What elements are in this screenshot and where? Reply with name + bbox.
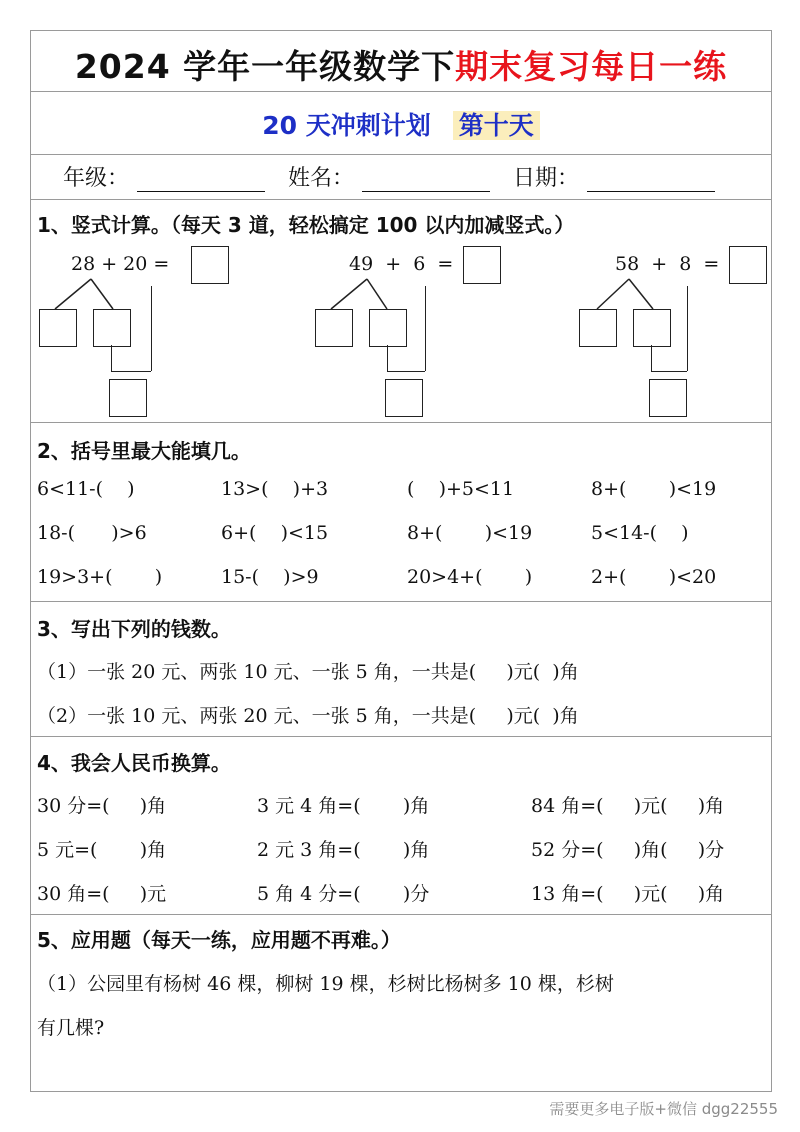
compare-item: 18-( )>6	[37, 522, 147, 544]
grade-label: 年级：	[63, 166, 130, 191]
compare-item: 15-( )>9	[221, 566, 319, 588]
compare-item: 8+( )<19	[407, 522, 533, 544]
convert-item: 5 元=( )角	[37, 839, 167, 861]
split-box[interactable]	[633, 309, 671, 347]
date-label: 日期：	[513, 166, 580, 191]
compare-item: 6<11-( )	[37, 478, 135, 500]
title-black: 2024 学年一年级数学下	[74, 47, 456, 86]
compare-item: 19>3+( )	[37, 566, 163, 588]
convert-item: 30 角=( )元	[37, 883, 167, 905]
word-problem-line: （1）公园里有杨树 46 棵，柳树 19 棵，杉树比杨树多 10 棵，杉树	[37, 973, 614, 995]
split-box[interactable]	[579, 309, 617, 347]
word-problem-line: 有几棵?	[37, 1017, 105, 1039]
compare-item: 5<14-( )	[591, 522, 689, 544]
section1-title: 1、竖式计算。（每天 3 道，轻松搞定 100 以内加减竖式。）	[37, 213, 575, 237]
compare-item: ( )+5<11	[407, 478, 515, 500]
section5-title: 5、应用题（每天一练，应用题不再难。）	[37, 928, 401, 952]
problem-3: 58 + 8 =	[615, 253, 720, 275]
convert-item: 30 分=( )角	[37, 795, 167, 817]
divider	[31, 736, 771, 737]
connector	[651, 345, 652, 371]
compare-item: 13>( )+3	[221, 478, 329, 500]
title-red: 期末复习每日一练	[455, 47, 728, 86]
convert-item: 3 元 4 角=( )角	[257, 795, 430, 817]
divider	[31, 422, 771, 423]
convert-item: 52 分=( )角( )分	[531, 839, 725, 861]
day-label: 第十天	[453, 111, 540, 140]
compare-item: 8+( )<19	[591, 478, 717, 500]
worksheet-frame	[30, 30, 772, 1092]
divider	[31, 601, 771, 602]
section4-title: 4、我会人民币换算。	[37, 751, 231, 775]
section2-title: 2、括号里最大能填几。	[37, 439, 251, 463]
section3-title: 3、写出下列的钱数。	[37, 617, 231, 641]
convert-item: 13 角=( )元( )角	[531, 883, 725, 905]
connector	[651, 371, 687, 372]
name-label: 姓名：	[288, 166, 355, 191]
compare-item: 6+( )<15	[221, 522, 329, 544]
divider	[31, 914, 771, 915]
convert-item: 2 元 3 角=( )角	[257, 839, 430, 861]
money-item: （2）一张 10 元、两张 20 元、一张 5 角，一共是( )元( )角	[37, 705, 579, 727]
compare-item: 20>4+( )	[407, 566, 533, 588]
convert-item: 5 角 4 分=( )分	[257, 883, 430, 905]
problem-2: 49 + 6 =	[349, 253, 454, 275]
money-item: （1）一张 20 元、两张 10 元、一张 5 角，一共是( )元( )角	[37, 661, 579, 683]
compare-item: 2+( )<20	[591, 566, 717, 588]
problem-1: 28 + 20 =	[71, 253, 170, 275]
result-box[interactable]	[649, 379, 687, 417]
footer-note: 需要更多电子版+微信 dgg22555	[549, 1100, 778, 1118]
convert-item: 84 角=( )元( )角	[531, 795, 725, 817]
connector	[687, 286, 688, 371]
plan-label: 20 天冲刺计划	[262, 111, 431, 140]
